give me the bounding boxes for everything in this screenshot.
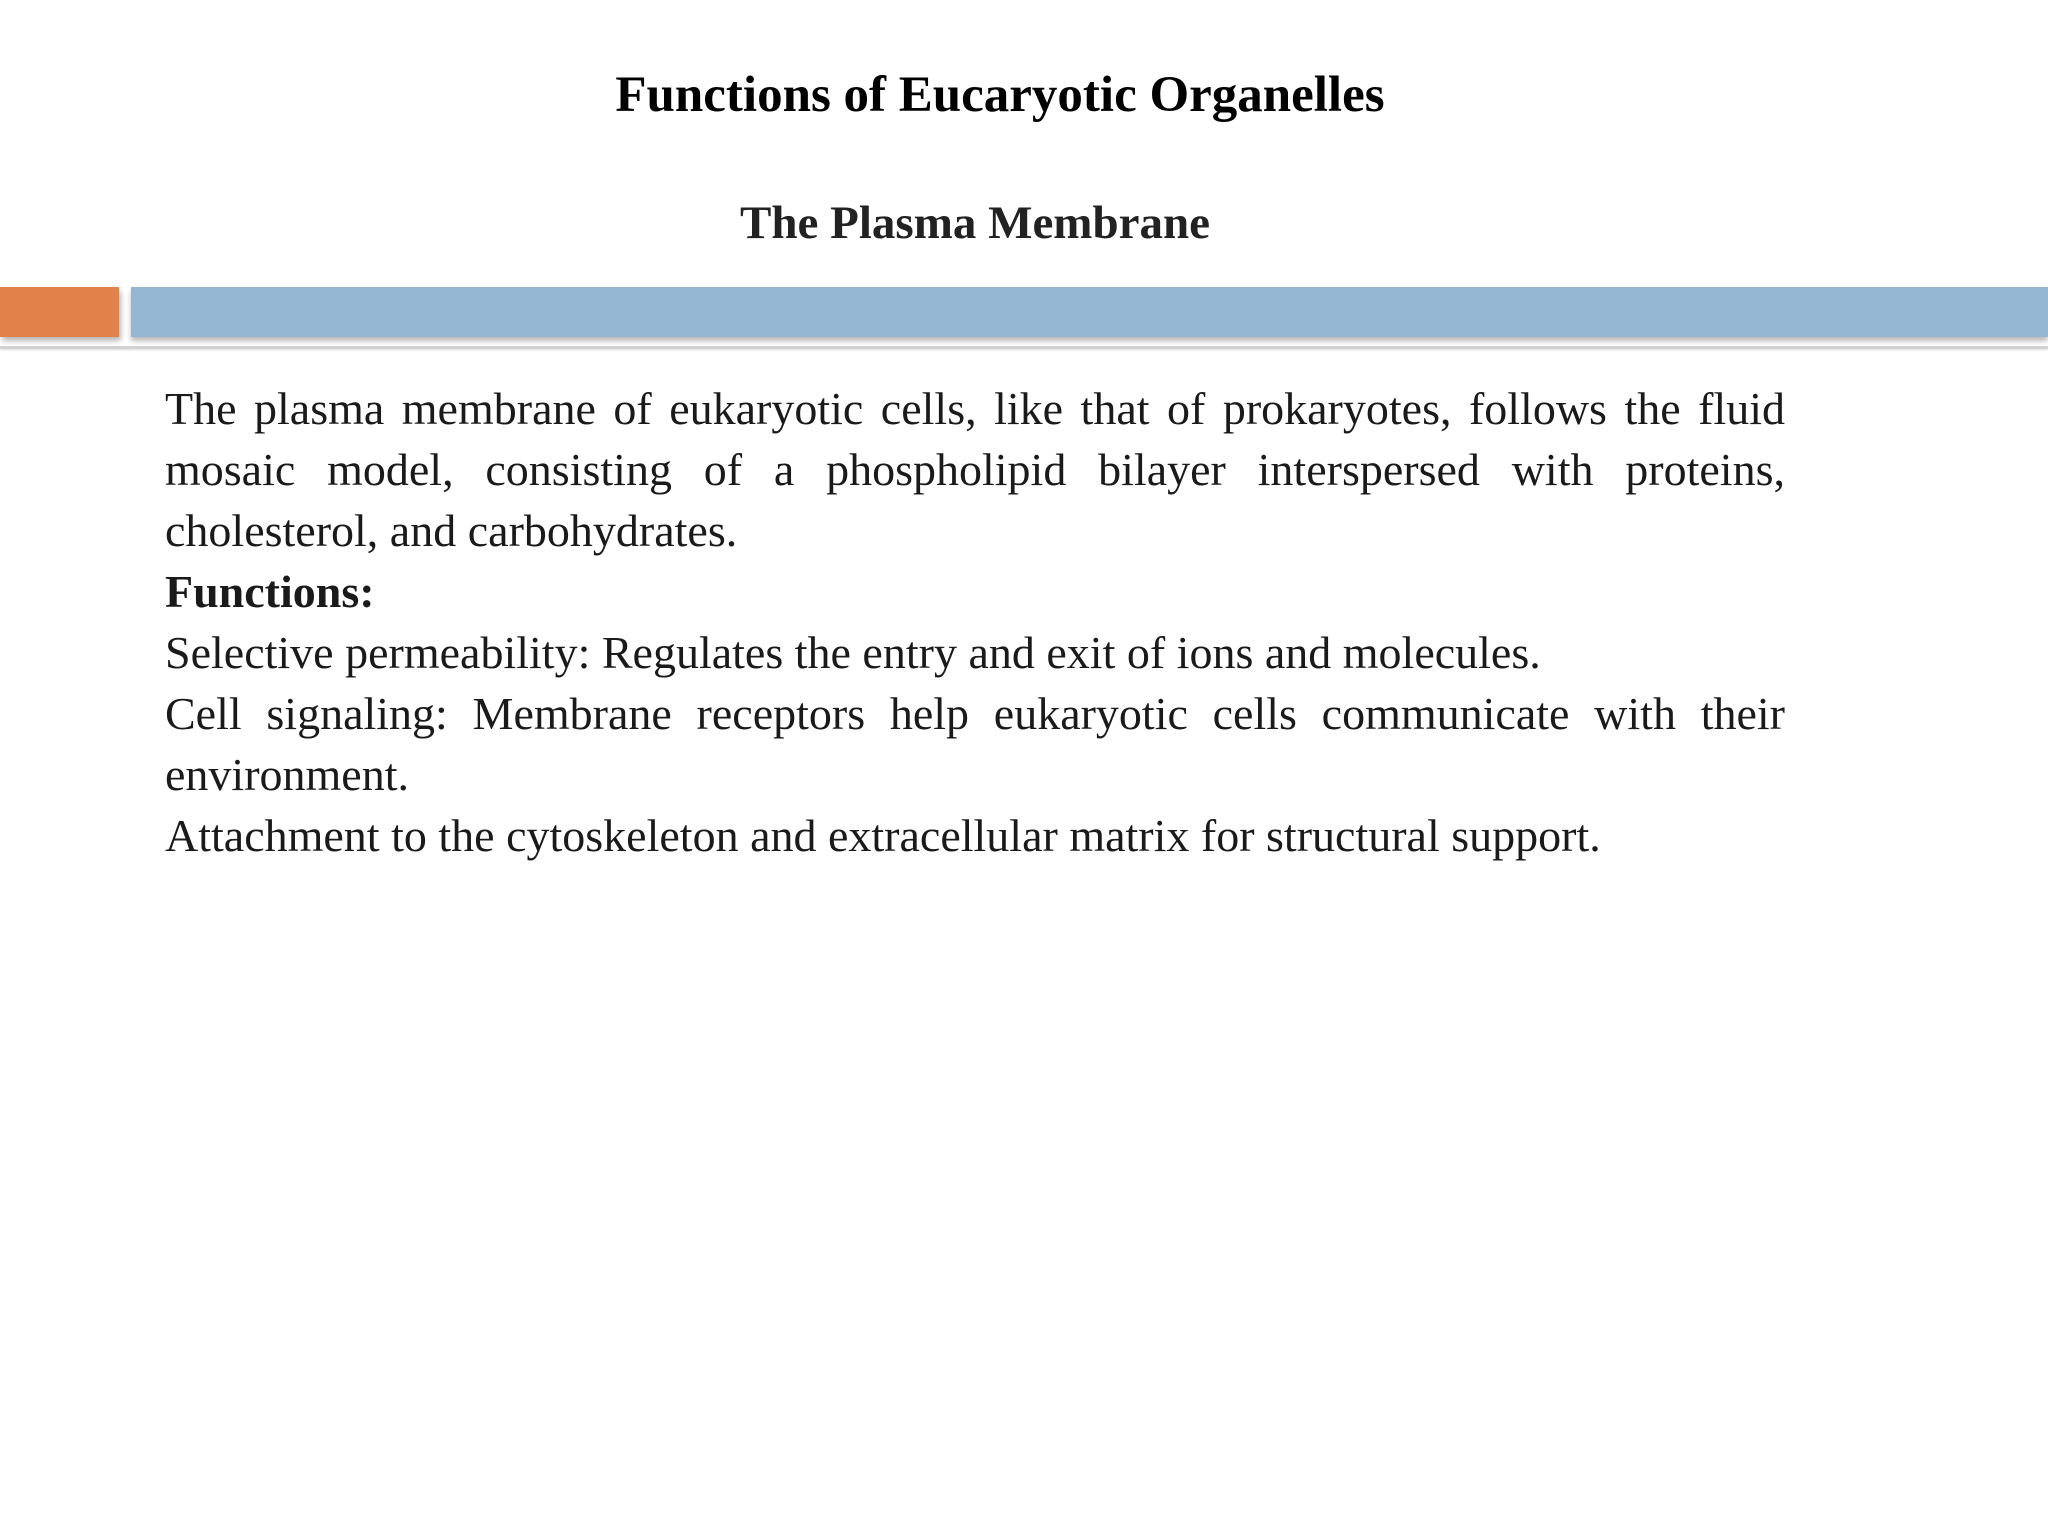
function-item-selective-permeability: Selective permeability: Regulates the entry and exit of ions and molecules. [165, 627, 1541, 678]
function-item-cell-signaling: Cell signaling: Membrane receptors help eukaryotic cells communicate with their environment. [165, 688, 1785, 800]
slide-title: Functions of Eucaryotic Organelles [615, 67, 1385, 123]
slide-body [165, 378, 1785, 866]
function-item-attachment: Attachment to the cytoskeleton and extracellular matrix for structural support. [165, 810, 1601, 861]
intro-paragraph: The plasma membrane of eukaryotic cells, like that of prokaryotes, follows the fluid mosaic model, consisting of a phospholipid bilayer interspersed with proteins, cholesterol, and carbohydrates. [165, 383, 1785, 556]
accent-bar-orange [0, 287, 119, 337]
accent-divider-line [0, 346, 2048, 349]
functions-heading: Functions: [165, 566, 375, 617]
accent-bar-blue [131, 287, 2048, 337]
slide-subtitle: The Plasma Membrane [740, 197, 1210, 249]
